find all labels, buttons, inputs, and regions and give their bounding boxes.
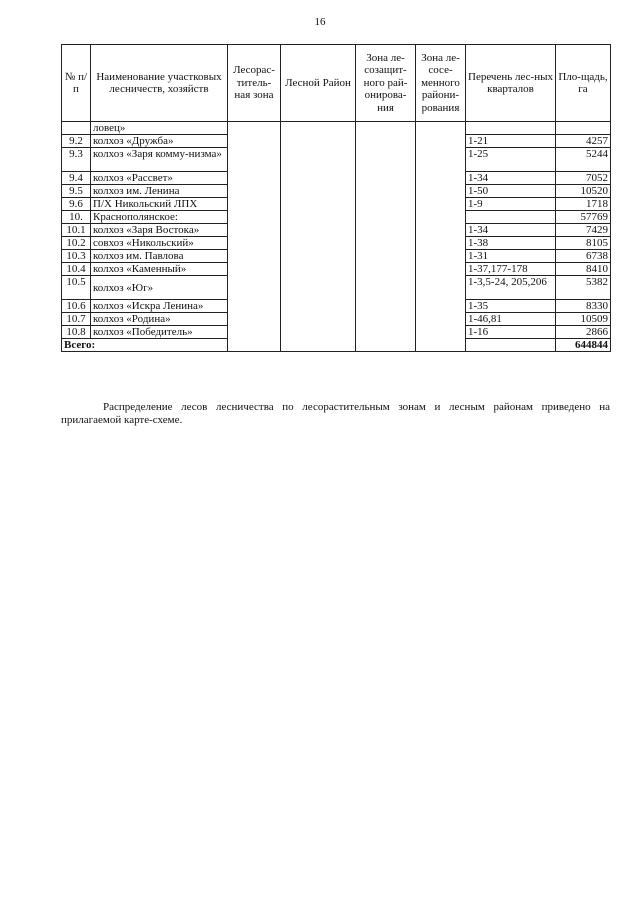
header-area: Пло-щадь, га xyxy=(556,45,611,122)
row-name: колхоз «Рассвет» xyxy=(91,172,228,185)
row-area: 6738 xyxy=(556,250,611,263)
table-row xyxy=(62,122,611,135)
protective-zone-cell xyxy=(356,122,416,352)
row-num: 9.6 xyxy=(62,198,91,211)
row-num: 10.1 xyxy=(62,224,91,237)
row-quarters: 1-9 xyxy=(466,198,556,211)
seed-zone-cell xyxy=(416,122,466,352)
row-name: колхоз им. Ленина xyxy=(91,185,228,198)
row-area: 57769 xyxy=(556,211,611,224)
row-area: 2866 xyxy=(556,326,611,339)
row-quarters xyxy=(466,122,556,135)
row-quarters: 1-46,81 xyxy=(466,313,556,326)
row-num: 9.5 xyxy=(62,185,91,198)
row-quarters: 1-34 xyxy=(466,172,556,185)
row-area: 7052 xyxy=(556,172,611,185)
row-area: 7429 xyxy=(556,224,611,237)
header-seed-zone: Зона ле-сосе-менного райони-рования xyxy=(416,45,466,122)
row-num xyxy=(62,122,91,135)
row-name: ловец» xyxy=(91,122,228,135)
total-area: 644844 xyxy=(556,339,611,352)
row-num: 9.2 xyxy=(62,135,91,148)
row-quarters xyxy=(466,211,556,224)
row-num: 10.8 xyxy=(62,326,91,339)
row-name: колхоз «Победитель» xyxy=(91,326,228,339)
row-name: колхоз «Дружба» xyxy=(91,135,228,148)
forestry-table xyxy=(61,44,611,352)
row-area: 8105 xyxy=(556,237,611,250)
row-area: 8410 xyxy=(556,263,611,276)
row-num: 9.3 xyxy=(62,148,91,172)
row-name: Краснополянское: xyxy=(91,211,228,224)
row-quarters: 1-31 xyxy=(466,250,556,263)
row-area: 10509 xyxy=(556,313,611,326)
header-forest-zone: Лесорас-титель-ная зона xyxy=(228,45,281,122)
row-name: колхоз «Родина» xyxy=(91,313,228,326)
total-label: Всего: xyxy=(62,339,228,352)
row-area: 5382 xyxy=(556,276,611,300)
row-quarters: 1-25 xyxy=(466,148,556,172)
row-area xyxy=(556,122,611,135)
row-quarters: 1-21 xyxy=(466,135,556,148)
row-num: 10. xyxy=(62,211,91,224)
total-quarters xyxy=(466,339,556,352)
forest-district-cell xyxy=(281,122,356,352)
header-quarters: Перечень лес-ных кварталов xyxy=(466,45,556,122)
row-area: 1718 xyxy=(556,198,611,211)
row-area: 5244 xyxy=(556,148,611,172)
row-quarters: 1-50 xyxy=(466,185,556,198)
row-quarters: 1-37,177-178 xyxy=(466,263,556,276)
header-forest-district: Лесной Район xyxy=(281,45,356,122)
row-quarters: 1-16 xyxy=(466,326,556,339)
row-name: колхоз «Заря комму-низма» xyxy=(91,148,228,172)
row-name: колхоз «Юг» xyxy=(91,276,228,300)
header-name: Наименование участковых лесничеств, хозяйств xyxy=(91,45,228,122)
page-number: 16 xyxy=(314,16,326,28)
row-name: колхоз «Искра Ленина» xyxy=(91,300,228,313)
row-area: 4257 xyxy=(556,135,611,148)
row-num: 10.5 xyxy=(62,276,91,300)
header-protective-zone: Зона ле-созащит-ного рай-онирова-ния xyxy=(356,45,416,122)
row-num: 10.3 xyxy=(62,250,91,263)
header-num: № п/п xyxy=(62,45,91,122)
row-num: 10.4 xyxy=(62,263,91,276)
row-quarters: 1-35 xyxy=(466,300,556,313)
row-quarters: 1-38 xyxy=(466,237,556,250)
table-header-row xyxy=(62,45,611,122)
row-num: 10.2 xyxy=(62,237,91,250)
row-name: колхоз «Заря Востока» xyxy=(91,224,228,237)
row-quarters: 1-3,5-24, 205,206 xyxy=(466,276,556,300)
forest-zone-cell xyxy=(228,122,281,352)
row-name: П/Х Никольский ЛПХ xyxy=(91,198,228,211)
row-name: совхоз «Никольский» xyxy=(91,237,228,250)
row-area: 8330 xyxy=(556,300,611,313)
row-num: 10.7 xyxy=(62,313,91,326)
row-area: 10520 xyxy=(556,185,611,198)
row-quarters: 1-34 xyxy=(466,224,556,237)
footnote-text: Распределение лесов лесничества по лесорастительным зонам и лесным районам приведено на прилагаемой карте-схеме. xyxy=(61,401,610,426)
row-name: колхоз им. Павлова xyxy=(91,250,228,263)
row-num: 9.4 xyxy=(62,172,91,185)
row-num: 10.6 xyxy=(62,300,91,313)
row-name: колхоз «Каменный» xyxy=(91,263,228,276)
